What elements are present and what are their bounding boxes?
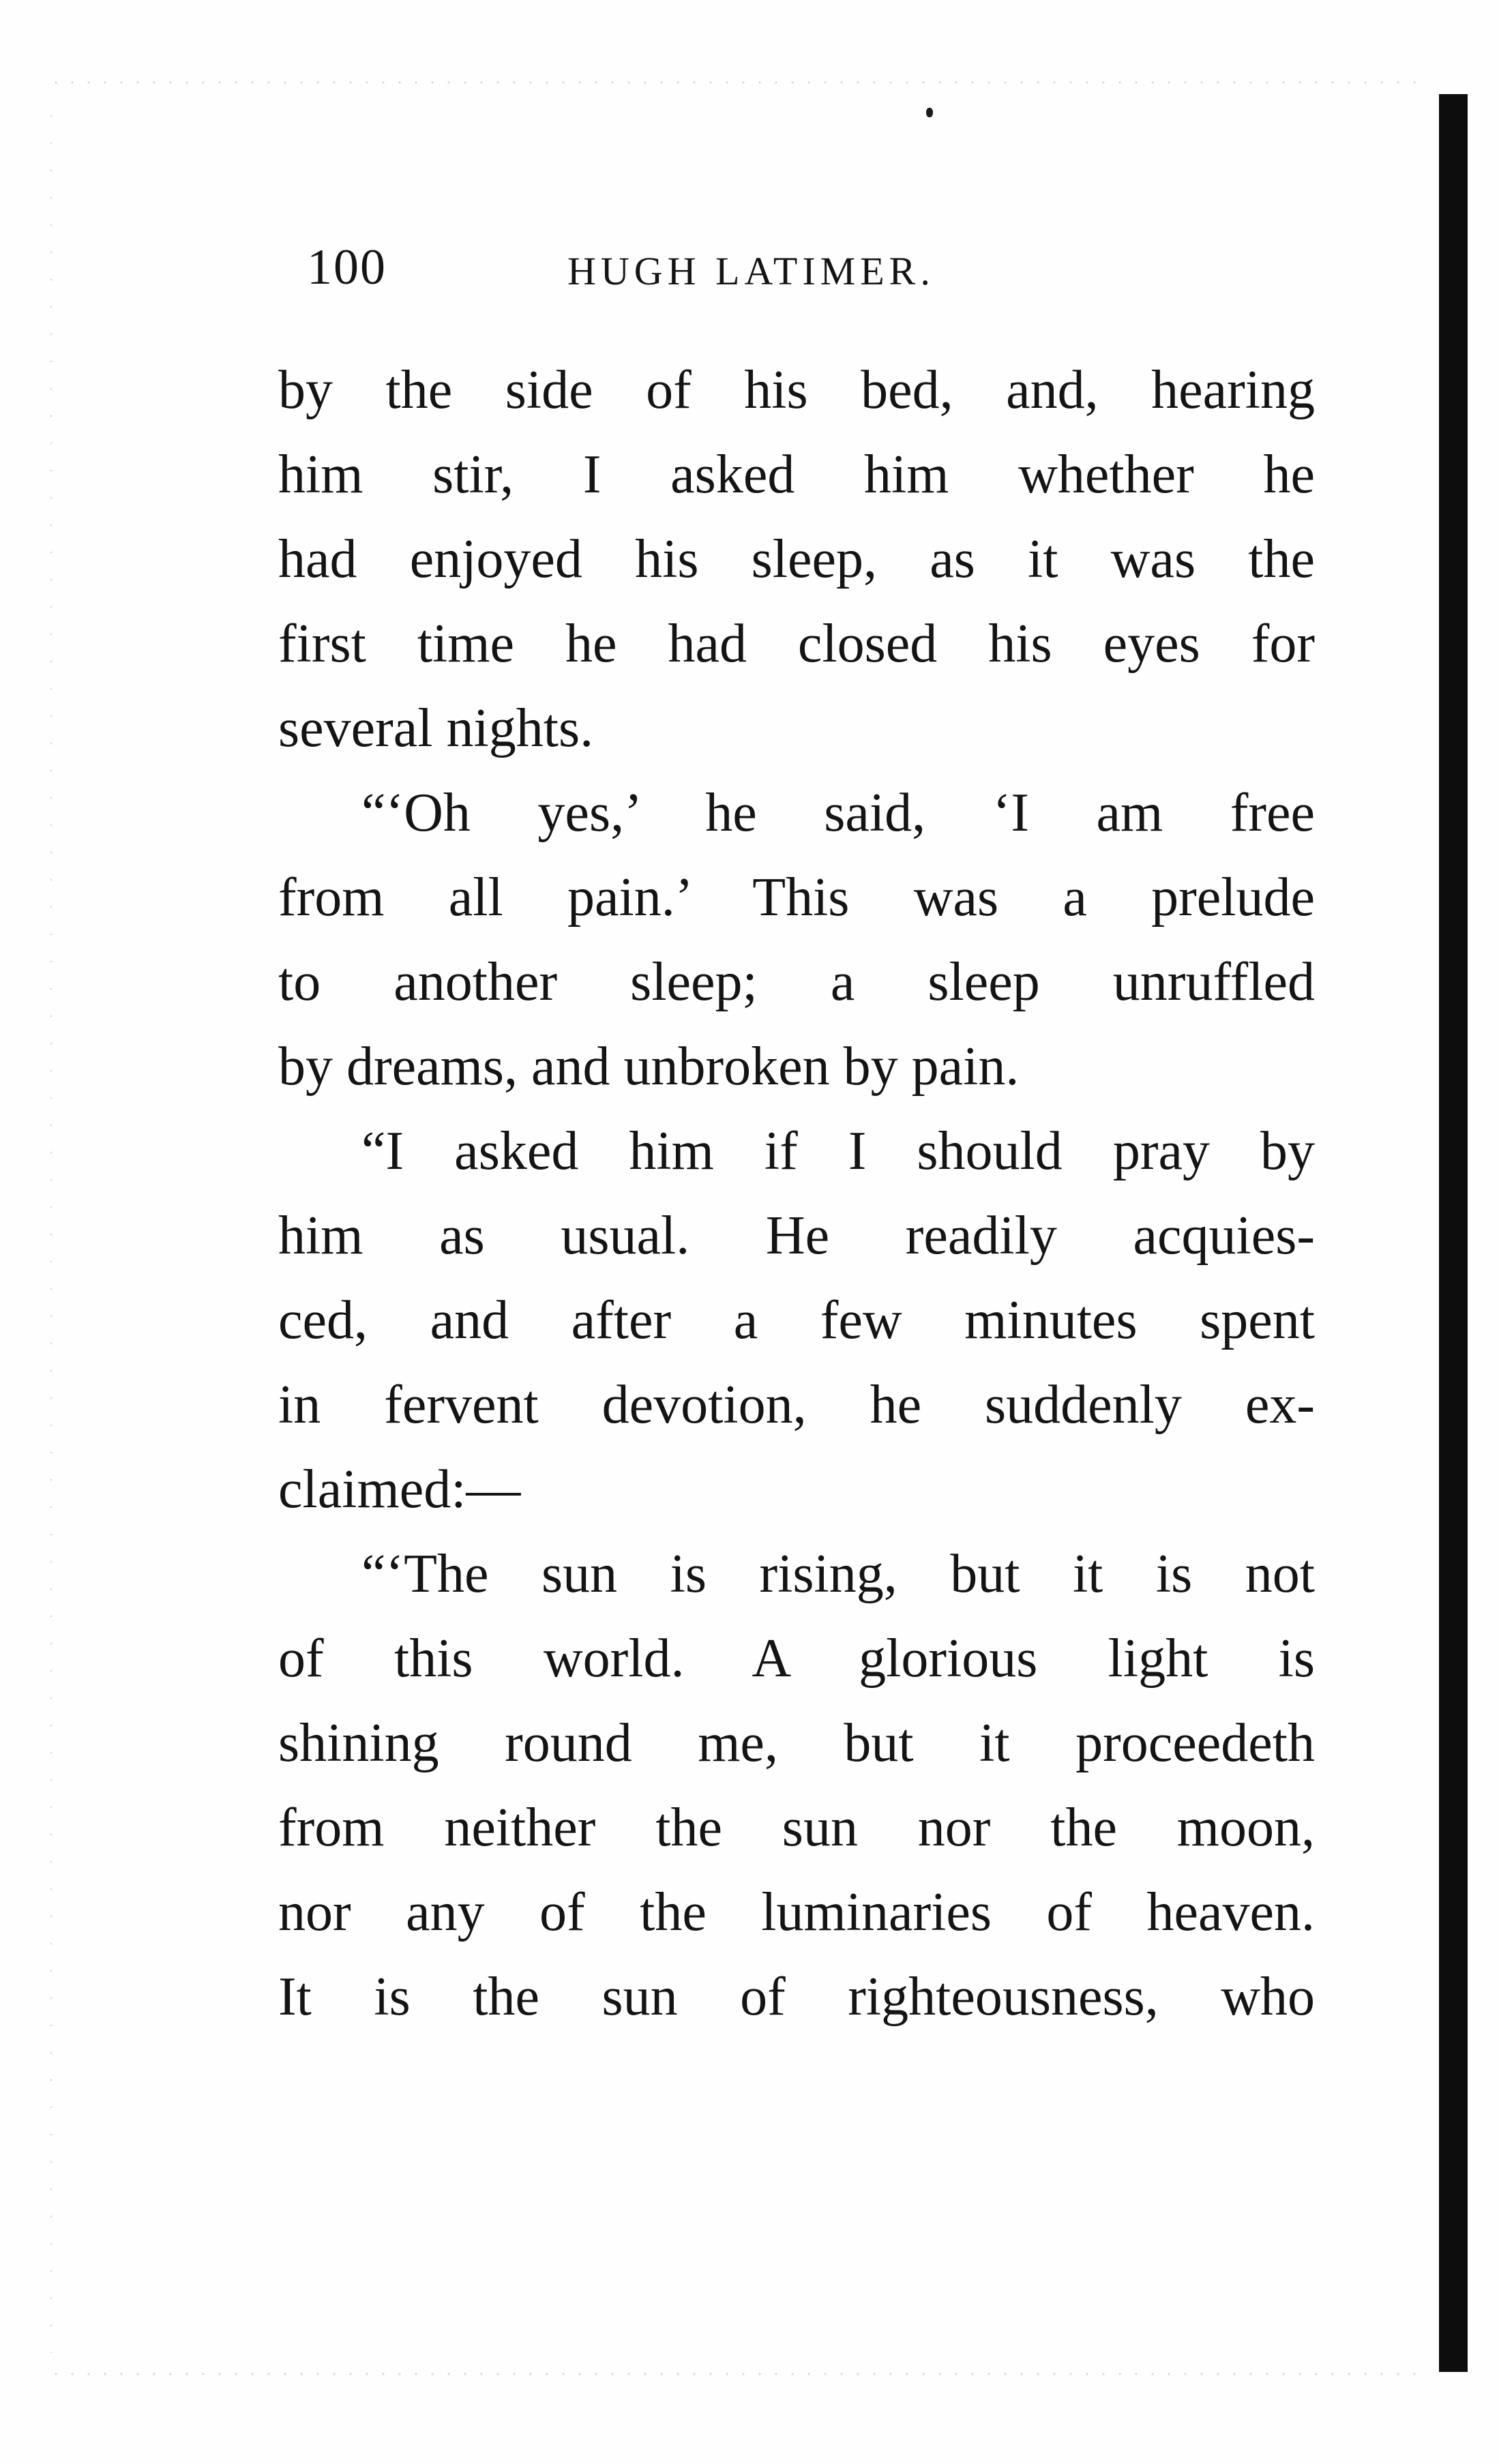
- text-line: first time he had closed his eyes for: [278, 614, 1315, 674]
- text-line: nor any of the luminaries of heaven.: [278, 1882, 1315, 1942]
- body-text: [278, 348, 1315, 2326]
- page-number: 100: [307, 239, 387, 295]
- text-line: him stir, I asked him whether he: [278, 445, 1315, 505]
- page-edge-shadow: [1439, 94, 1468, 2372]
- text-line: in fervent devotion, he suddenly ex-: [278, 1375, 1315, 1435]
- text-line: to another sleep; a sleep unruffled: [278, 952, 1315, 1012]
- running-head: [307, 239, 1364, 293]
- scan-specks-left: [49, 102, 53, 2353]
- text-line: “‘The sun is rising, but it is not: [361, 1544, 1315, 1604]
- scan-specks-top: [48, 80, 1425, 85]
- scan-specks-bottom: [48, 2372, 1425, 2376]
- text-line: It is the sun of righteousness, who: [278, 1967, 1315, 2027]
- text-line: from neither the sun nor the moon,: [278, 1798, 1315, 1858]
- text-line: had enjoyed his sleep, as it was the: [278, 529, 1315, 589]
- text-line: several nights.: [278, 698, 594, 758]
- text-line: him as usual. He readily acquies-: [278, 1206, 1315, 1266]
- text-line: by dreams, and unbroken by pain.: [278, 1037, 1020, 1097]
- text-line: “I asked him if I should pray by: [361, 1121, 1315, 1181]
- text-line: from all pain.’ This was a prelude: [278, 867, 1315, 927]
- ink-blot: [926, 108, 933, 117]
- text-line: shining round me, but it proceedeth: [278, 1713, 1315, 1773]
- text-line: ced, and after a few minutes spent: [278, 1290, 1315, 1350]
- text-line: “‘Oh yes,’ he said, ‘I am free: [361, 783, 1315, 843]
- running-title: HUGH LATIMER.: [567, 249, 935, 293]
- text-line: by the side of his bed, and, hearing: [278, 360, 1315, 420]
- text-line: claimed:—: [278, 1459, 521, 1519]
- text-line: of this world. A glorious light is: [278, 1629, 1315, 1689]
